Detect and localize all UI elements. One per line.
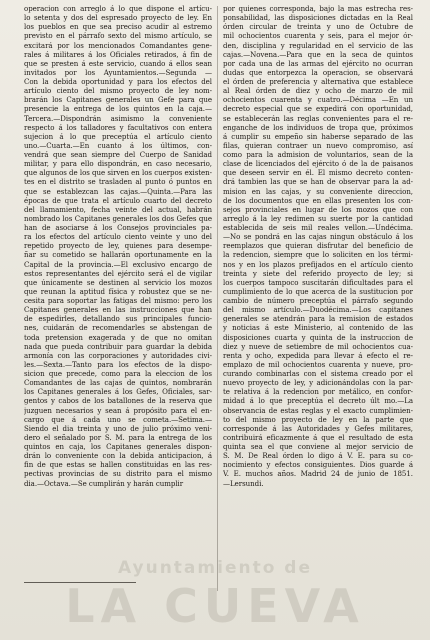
- right-column-line: clase de licenciados del ejército ó de la de paisanos: [223, 159, 413, 169]
- left-column-line: lo setenta y dos del espresado proyecto de ley. En: [24, 13, 212, 23]
- right-column-line: el órden de preferencia y alternativa que establece: [223, 77, 413, 86]
- left-column-line: drán lo conveniente con la debida anticipacion, á: [24, 451, 212, 461]
- right-column: [223, 4, 413, 488]
- left-column-line: pectivas provincias de su distrito para el mismo: [24, 469, 212, 479]
- left-column-line: de espedirles, detallando sus principales funcio-: [24, 314, 212, 324]
- right-column-line: ponsabilidad, las disposiciones dictadas en la Real: [223, 13, 413, 23]
- left-column-line: quintos en caja, los Capitanes generales dispon-: [24, 442, 212, 451]
- right-column-line: diez y nueve de setiembre de mil ochocientos cua-: [223, 341, 413, 351]
- right-column-line: disposiciones cuarta y quinta de la instruccion de: [223, 332, 413, 342]
- right-column-line: cumplimiento de lo que acerca de la sustitucion por: [223, 286, 413, 296]
- right-column-line: observancia de estas reglas y el exacto cumplimien-: [223, 405, 413, 415]
- left-column-line: Siendo el dia treinta y uno de julio próximo veni-: [24, 423, 212, 433]
- right-column-line: órden circular de treinta y uno de Octubre de: [223, 22, 413, 32]
- left-column-line: ra los efectos del artículo ciento veinte y uno del: [24, 232, 212, 242]
- right-column-line: al Real órden de diez y ocho de marzo de mil: [223, 86, 413, 96]
- right-column-line: cambio de número preceptúa el párrafo segundo: [223, 296, 413, 305]
- right-column-line: sejos provinciales en lugar de los mozos que con: [223, 204, 413, 214]
- left-column-line: Tercera.—Dispondrán asimismo la conveniente: [24, 113, 212, 123]
- left-column-line: los pueblos en que sea preciso acudir al estremo: [24, 22, 212, 32]
- left-column-line: nada que pueda contribuir para guardar la debida: [24, 341, 212, 351]
- right-column-line: los cuerpos tampoco suscitarán dificultades para el: [223, 277, 413, 287]
- left-column-line: uno.—Cuarta.—En cuanto á los últimos, con-: [24, 140, 212, 150]
- left-column-line: que se establezcan las cajas.—Quinta.—Para las: [24, 186, 212, 196]
- left-column: [24, 4, 212, 488]
- right-column-line: S. M. De Real órden lo digo á V. E. para su co-: [223, 451, 413, 461]
- left-column-line: tes en el distrito se trasladen al punto ó puntos en: [24, 177, 212, 187]
- right-column-line: dudas que entorpezca la operacion, se observará: [223, 67, 413, 77]
- right-column-line: quinta sea el que conviene al mejor servicio de: [223, 442, 413, 451]
- left-column-line: que algunos de los que sirven en los cuerpos existen-: [24, 168, 212, 178]
- left-column-line: cargo que á cada uno se cometa.—Setima.—: [24, 414, 212, 424]
- right-column-line: cajas.—Novena.—Para que en la seca de quintos: [223, 49, 413, 59]
- right-column-line: filas, quieran contraer un nuevo compromiso, así: [223, 140, 413, 150]
- right-column-line: treinta y siete del referido proyecto de ley; si: [223, 268, 413, 278]
- right-column-line: del mismo artículo.—Duodécima.—Los capitanes: [223, 305, 413, 315]
- left-column-line: cesita para soportar las fatigas del mismo: pero los: [24, 296, 212, 305]
- left-column-line: han de asociarse á los Consejos provinciales pa-: [24, 223, 212, 232]
- archive-watermark: [0, 552, 430, 640]
- left-column-line: operacion con arreglo á lo que dispone el artícu-: [24, 4, 212, 13]
- watermark-line-1: Ayuntamiento de: [117, 558, 313, 578]
- left-column-line: dero el señalado por S. M. para la entrega de los: [24, 432, 212, 442]
- left-column-line: que se presten á este servicio, cuando á ellos sean: [24, 58, 212, 68]
- left-column-line: invitados por los Ayuntamientos.—Segunda —: [24, 67, 212, 77]
- right-column-line: midad á lo que preceptúa el decreto últ mo.—La: [223, 396, 413, 406]
- right-column-line: la redencion, siempre que lo soliciten en los térmi-: [223, 250, 413, 260]
- watermark-line-2: LA CUEVA: [65, 579, 365, 633]
- right-column-line: nocimiento y efectos consiguientes. Dios guarde á: [223, 460, 413, 470]
- left-column-line: del llamamiento, fecha veinte del actual, habrán: [24, 204, 212, 214]
- right-column-line: ochocientos cuarenta y cuatro.—Décima —En un: [223, 95, 413, 105]
- left-column-line: nombrado los Capitanes generales los dos Gefes que: [24, 213, 212, 223]
- left-column-line: excitará por los mencionados Comandantes gene-: [24, 40, 212, 50]
- left-column-line: ñar su cometido se hallarán oportunamente en la: [24, 250, 212, 260]
- right-column-line: se establecerán las reglas convenientes para el re-: [223, 113, 413, 123]
- left-column-line: fin de que estas se hallen constituidas en las res-: [24, 460, 212, 470]
- right-column-line: enganche de los individuos de tropa que, próximos: [223, 122, 413, 132]
- right-column-line: renta y ocho, expedida para llevar á efecto el re-: [223, 350, 413, 360]
- left-column-line: vendrá que sean siempre del Cuerpo de Sanidad: [24, 150, 212, 159]
- right-column-line: te relativa á la redencion por metálico, en confor-: [223, 387, 413, 397]
- left-column-line: les.—Sexta.—Tanto para los efectos de la dispo-: [24, 359, 212, 369]
- right-column-line: por cada una de las armas del ejército no ocurran: [223, 58, 413, 68]
- left-column-line: juzguen necesarios y sean á propósito para el en-: [24, 405, 212, 415]
- left-column-line: toda pretension exagerada y de que no omitan: [24, 332, 212, 342]
- right-column-line: á cumplir su empeño sin haberse separado de las: [223, 131, 413, 141]
- left-column-line: que únicamente se destinen al servicio los mozos: [24, 277, 212, 287]
- left-column-line: sujecion á lo que preceptúa el artículo ciento: [24, 131, 212, 141]
- right-column-line: generales se atendrán para la remision de estados: [223, 314, 413, 324]
- left-column-line: rales á militares á los Oficiales retirados, á fin de: [24, 49, 212, 59]
- right-column-line: por quienes corresponda, bajo la mas estrecha res-: [223, 4, 413, 13]
- right-column-line: mision en las cajas, y su conveniente direccion,: [223, 186, 413, 196]
- left-column-line: respecto á los talladores y facultativos con entera: [24, 122, 212, 132]
- left-column-line: estos representantes del ejército será el de vigilar: [24, 268, 212, 278]
- right-column-line: como para la admision de voluntarios, sean de la: [223, 150, 413, 159]
- right-column-line: y noticias á este Ministerio, al contenido de las: [223, 323, 413, 333]
- left-column-line: Con la debida oportunidad y para los efectos del: [24, 77, 212, 86]
- left-column-line: presencie la entrega de los quintos en la caja.—: [24, 104, 212, 114]
- right-column-line: curando combinarlas con el sistema creado por el: [223, 369, 413, 378]
- right-column-line: corresponde á las Autoridades y Gefes militares,: [223, 423, 413, 433]
- right-column-line: que deseen servir en él. El mismo decreto conten-: [223, 168, 413, 178]
- left-column-line: militar, y para ello dispondrán, en caso necesario,: [24, 159, 212, 169]
- left-column-line: Comandantes de las cajas de quintos, nombrarán: [24, 378, 212, 388]
- left-column-line: gentos y cabos de los batallones de la reserva que: [24, 396, 212, 406]
- right-column-line: contribuirá eficazmente á que el resultado de esta: [223, 432, 413, 442]
- left-column-line: Capitanes generales en las instrucciones que han: [24, 305, 212, 315]
- right-column-line: drá tambien las que se han de observar para la ad-: [223, 177, 413, 187]
- left-column-line: nes, cuidarán de recomendarles se abstengan de: [24, 323, 212, 333]
- right-column-line: emplazo de mil ochocientos cuarenta y nueve, pro-: [223, 359, 413, 369]
- left-column-line: dia.—Octava.—Se cumplirán y harán cumplir: [24, 478, 184, 488]
- right-column-line: nuevo proyecto de ley, y adicionándolas con la par-: [223, 378, 413, 388]
- right-column-line: arreglo á la ley redimen su suerte por la cantidad: [223, 213, 413, 223]
- right-column-line: decreto especial que se expedirá con oportunidad,: [223, 104, 413, 114]
- left-column-line: brarán los Capitanes generales un Gefe para que: [24, 95, 212, 105]
- right-column-line: mil ochocientos cuarenta y seis, para el mejor ór-: [223, 31, 413, 41]
- right-column-line: den, disciplina y regularidad en el servicio de las: [223, 40, 413, 50]
- right-column-line: de los documentos que en ellas presenten los con-: [223, 195, 413, 205]
- left-column-line: sicion que precede, como para la eleccion de los: [24, 369, 212, 378]
- right-column-line: —No se pondrá en las cajas ningun obstáculo á los: [223, 232, 413, 242]
- left-column-line: repetido proyecto de ley, quienes para desempe-: [24, 241, 212, 251]
- left-column-line: Capital de la provincia.—El exclusivo encargo de: [24, 259, 212, 269]
- left-column-line: los Capitanes generales á los Gefes, Oficiales, sar-: [24, 387, 212, 397]
- right-column-line: —Lersundi.: [223, 478, 264, 488]
- left-column-line: que reunan la aptitud física y robustez que se ne-: [24, 286, 212, 296]
- left-column-line: épocas de que trata el artículo cuarto del decreto: [24, 195, 212, 205]
- left-column-line: armonía con las corporaciones y autoridades civi-: [24, 350, 212, 360]
- left-column-line: artículo ciento del mismo proyecto de ley nom-: [24, 86, 212, 96]
- right-column-line: to del mismo proyecto de ley en la parte que: [223, 414, 413, 424]
- right-column-line: establecida de seis mil reales vellon.—Undécima.: [223, 223, 413, 232]
- column-divider: [217, 6, 218, 591]
- right-column-line: reemplazos que quieran disfrutar del beneficio de: [223, 241, 413, 251]
- left-column-line: previsto en el párrafo sexto del mismo artículo, se: [24, 31, 212, 41]
- right-column-line: nos y en los plazos prefijados en el artículo ciento: [223, 259, 413, 269]
- right-column-line: V. E. muchos años. Madrid 24 de junio de 1851.: [223, 469, 413, 479]
